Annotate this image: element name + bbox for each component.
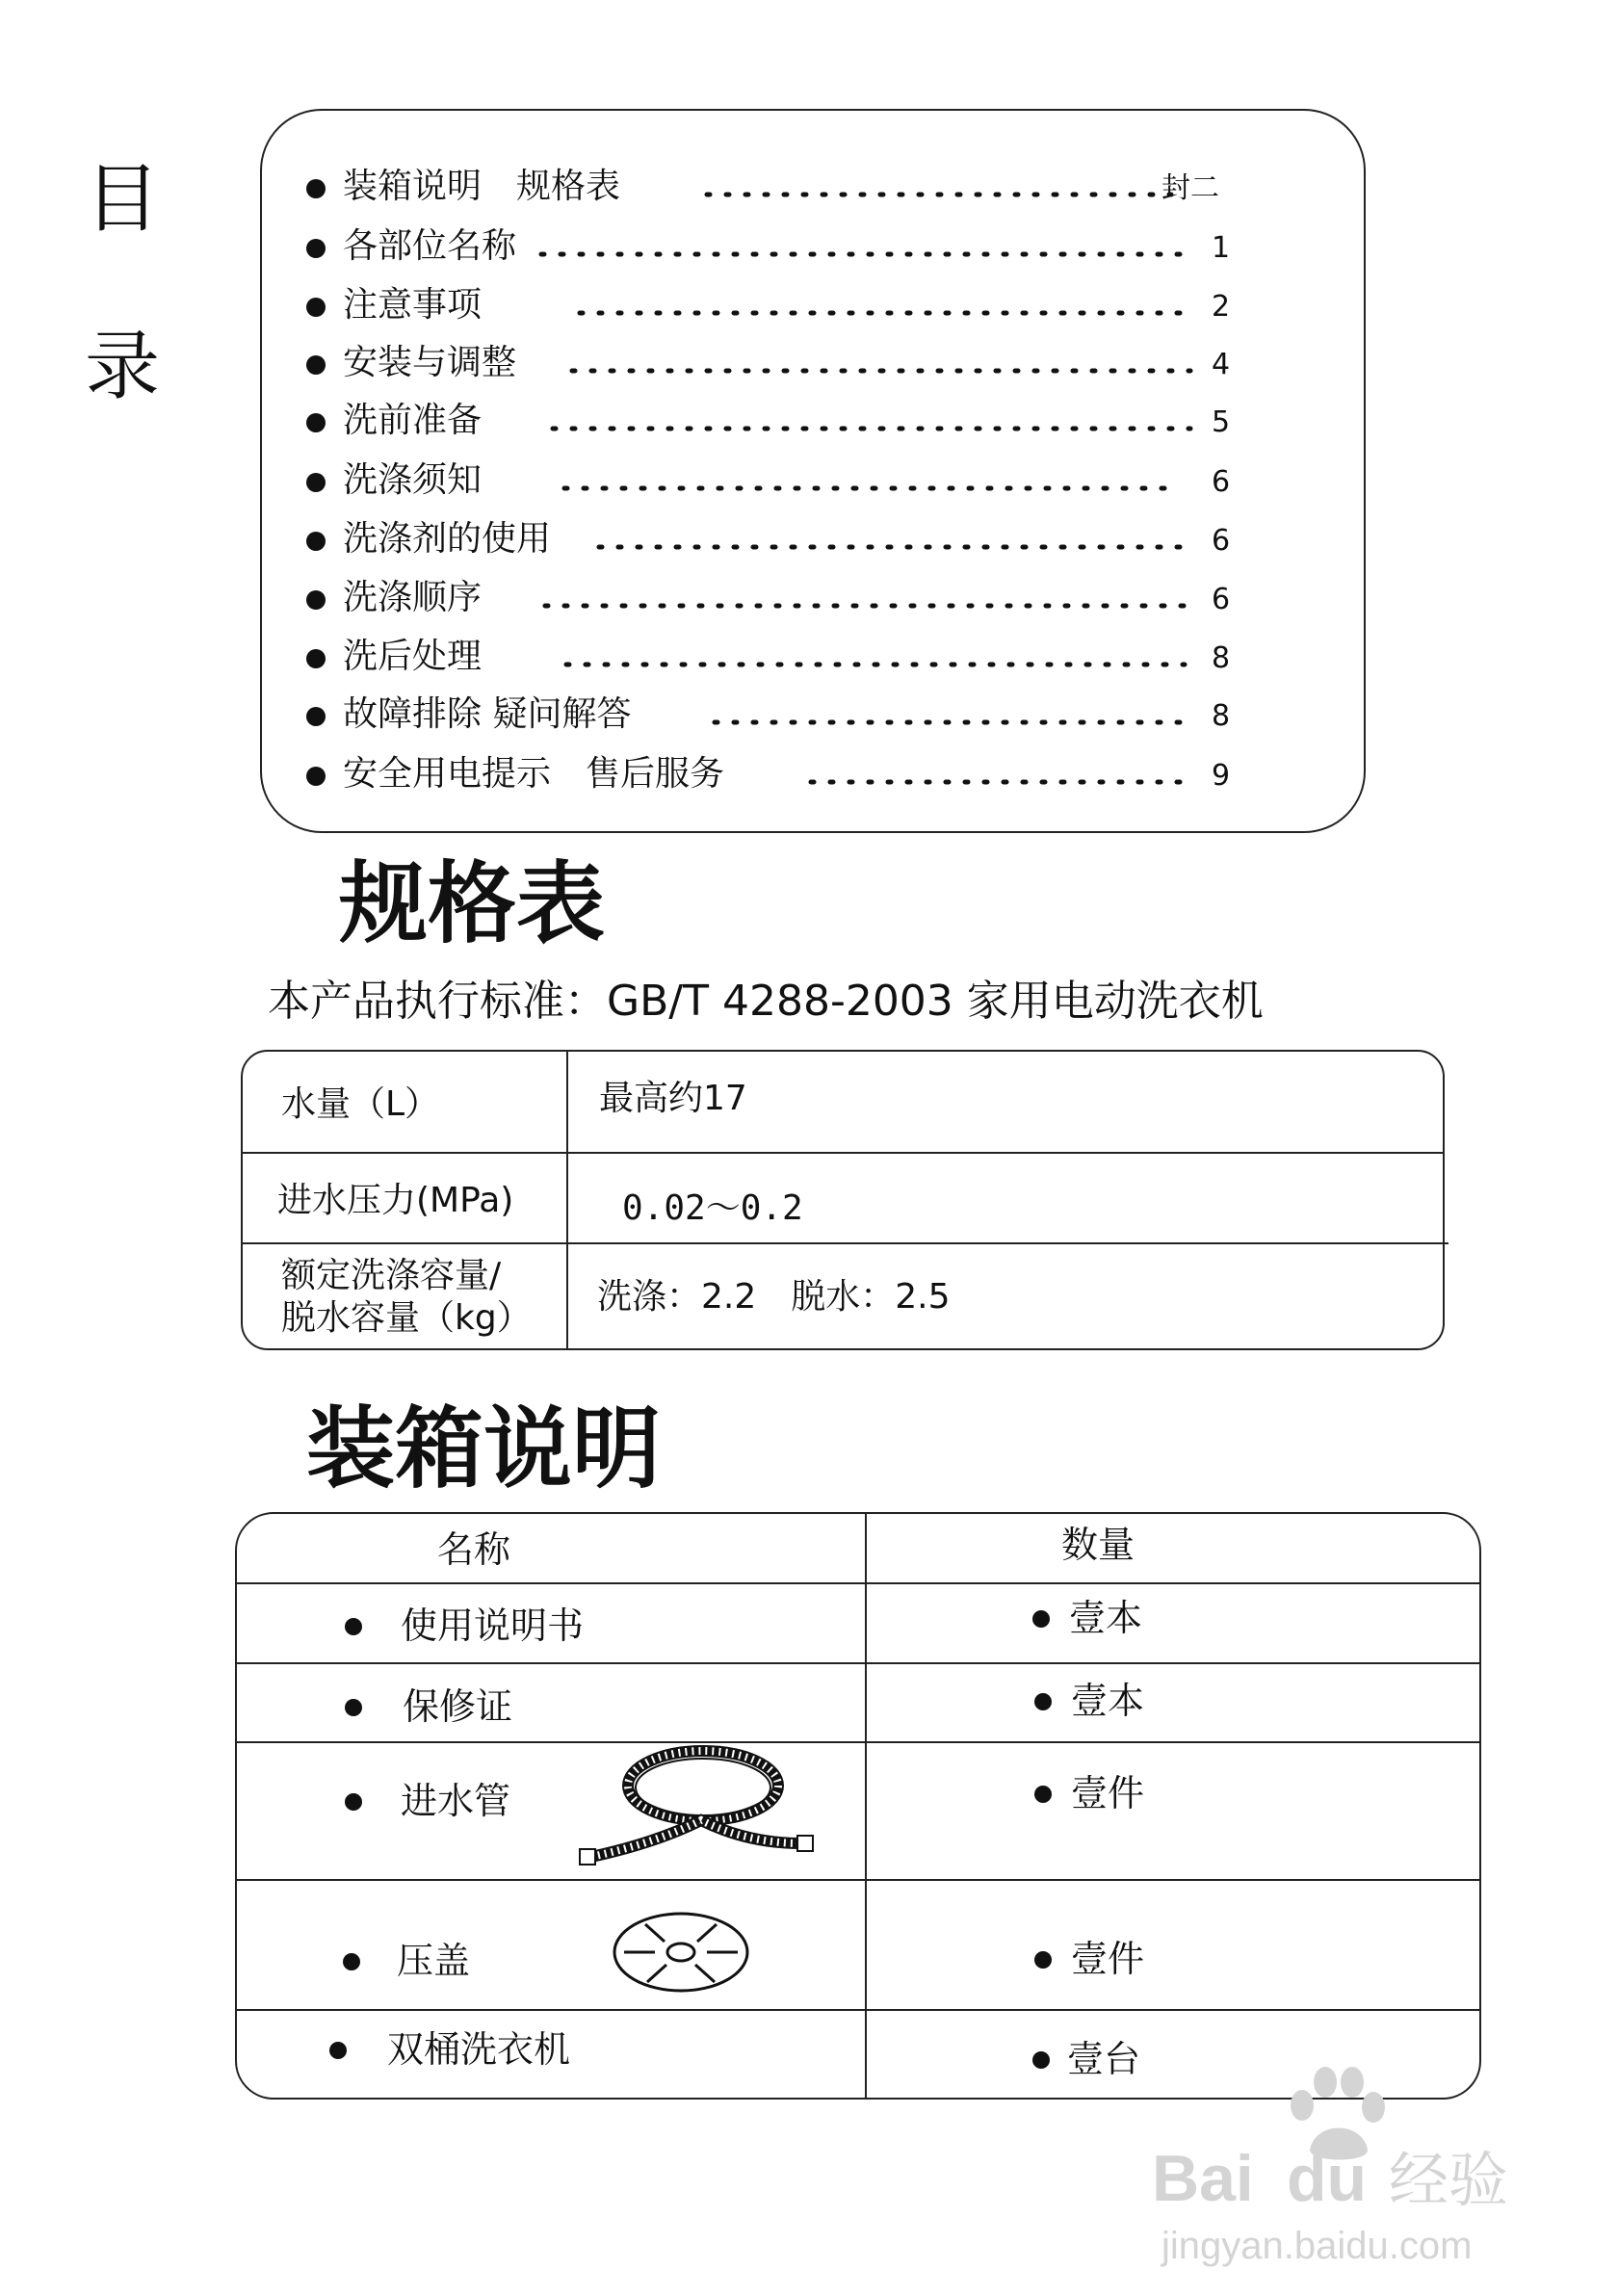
toc-item-page: 4 <box>1212 348 1231 381</box>
toc-item-page: 8 <box>1212 641 1231 675</box>
bullet-icon <box>329 2042 347 2059</box>
pack-header-name: 名称 <box>437 1528 511 1571</box>
watermark-brand-bai: Bai <box>1152 2142 1254 2215</box>
spec-title: 规格表 <box>339 852 606 955</box>
spec-value-capacity: 洗涤：2.2 脱水：2.5 <box>597 1277 951 1317</box>
toc-item-label: 注意事项 <box>343 285 483 325</box>
spec-value-pressure: 0.02～0.2 <box>622 1188 803 1228</box>
toc-item-page: 2 <box>1212 290 1231 324</box>
toc-item[interactable] <box>306 575 1240 623</box>
pack-item-qty: 壹台 <box>1067 2038 1141 2080</box>
bullet-icon <box>345 1699 362 1716</box>
bullet-icon <box>1032 1610 1050 1628</box>
bullet-icon <box>306 413 326 432</box>
watermark-brand-du: du <box>1287 2142 1368 2215</box>
toc-item-page: 1 <box>1212 231 1231 265</box>
toc-item[interactable] <box>306 340 1240 388</box>
watermark-brand-jingyan: 经验 <box>1389 2145 1509 2215</box>
spec-standard: 本产品执行标准：GB/T 4288-2003 家用电动洗衣机 <box>268 977 1264 1026</box>
toc-heading-char-2: 录 <box>85 324 161 410</box>
toc-item-label: 洗前准备 <box>343 401 483 440</box>
dot-leader <box>807 759 1192 788</box>
bullet-icon <box>306 707 326 726</box>
bullet-icon <box>1034 1786 1052 1803</box>
toc-heading <box>85 156 162 422</box>
toc-item[interactable] <box>306 164 1240 212</box>
toc-item-label: 洗涤顺序 <box>343 578 483 617</box>
dot-leader <box>541 583 1196 612</box>
toc-item-page: 封二 <box>1161 171 1219 205</box>
bullet-icon <box>306 298 326 317</box>
dot-leader <box>549 405 1194 434</box>
pack-column-divider <box>865 1512 867 2100</box>
toc-item-label: 装箱说明 规格表 <box>343 167 621 206</box>
toc-item[interactable] <box>306 398 1240 446</box>
bullet-icon <box>306 590 326 610</box>
pack-row-divider <box>235 1662 1481 1664</box>
hose-icon <box>578 1743 819 1868</box>
spec-label-water: 水量（L） <box>281 1084 440 1124</box>
bullet-icon <box>1032 2051 1050 2069</box>
bullet-icon <box>306 649 326 668</box>
bullet-icon <box>1034 1951 1052 1969</box>
spec-column-divider <box>566 1050 568 1350</box>
spec-label-capacity-2: 脱水容量（kg） <box>281 1298 532 1338</box>
dot-leader <box>595 524 1192 553</box>
bullet-icon <box>306 532 326 551</box>
pack-item-name: 进水管 <box>401 1780 511 1822</box>
spec-row-divider <box>241 1242 1448 1244</box>
toc-item[interactable] <box>306 223 1240 272</box>
dot-leader <box>561 465 1177 494</box>
dot-leader <box>703 171 1175 200</box>
pack-title: 装箱说明 <box>306 1397 662 1500</box>
watermark-logo <box>1152 2061 1527 2283</box>
bullet-icon <box>306 179 326 198</box>
toc-item-label: 各部位名称 <box>343 226 517 266</box>
pack-item-name: 压盖 <box>397 1940 471 1982</box>
watermark-url: jingyan.baidu.com <box>1161 2225 1473 2267</box>
pack-item-name: 保修证 <box>403 1685 513 1728</box>
dot-leader <box>576 290 1192 319</box>
dot-leader <box>562 641 1188 670</box>
spec-value-water: 最高约17 <box>599 1079 747 1118</box>
pack-item-name: 双桶洗衣机 <box>387 2028 571 2071</box>
bullet-icon <box>343 1953 360 1970</box>
pressure-cover-icon <box>611 1909 751 1996</box>
pack-header-qty: 数量 <box>1061 1524 1135 1566</box>
toc-item-page: 9 <box>1212 759 1231 793</box>
pack-row-divider <box>235 2009 1481 2011</box>
pack-item-qty: 壹本 <box>1069 1597 1143 1639</box>
bullet-icon <box>306 355 326 375</box>
pack-item-qty: 壹件 <box>1071 1772 1145 1814</box>
bullet-icon <box>306 473 326 492</box>
toc-item-label: 洗涤剂的使用 <box>343 519 552 559</box>
toc-item[interactable] <box>306 691 1240 740</box>
toc-item-label: 故障排除 疑问解答 <box>343 694 632 734</box>
toc-item-label: 安装与调整 <box>343 343 517 382</box>
toc-item[interactable] <box>306 516 1240 564</box>
toc-item-page: 5 <box>1212 405 1231 439</box>
toc-item-label: 安全用电提示 售后服务 <box>343 754 725 794</box>
spec-row-divider <box>241 1152 1445 1154</box>
toc-item-label: 洗后处理 <box>343 637 483 676</box>
toc-heading-char-1: 目 <box>85 156 161 243</box>
pack-item-qty: 壹本 <box>1071 1680 1145 1722</box>
pack-row-divider <box>235 1741 1481 1743</box>
toc-item[interactable] <box>306 457 1240 506</box>
bullet-icon <box>345 1618 362 1635</box>
spec-label-pressure: 进水压力(MPa) <box>277 1181 514 1220</box>
toc-item[interactable] <box>306 634 1240 682</box>
toc-item[interactable] <box>306 751 1240 799</box>
toc-item-page: 8 <box>1212 699 1231 733</box>
bullet-icon <box>306 767 326 786</box>
toc-item-page: 6 <box>1212 465 1231 499</box>
toc-item-label: 洗涤须知 <box>343 460 483 500</box>
pack-row-divider <box>235 1879 1481 1881</box>
pack-item-name: 使用说明书 <box>401 1605 585 1647</box>
dot-leader <box>711 699 1192 728</box>
dot-leader <box>537 231 1192 260</box>
toc-item[interactable] <box>306 282 1240 330</box>
bullet-icon <box>345 1793 362 1811</box>
toc-item-page: 6 <box>1212 524 1231 558</box>
dot-leader <box>568 348 1194 377</box>
pack-row-divider <box>235 1582 1481 1584</box>
toc-item-page: 6 <box>1212 583 1231 616</box>
bullet-icon <box>1034 1693 1052 1710</box>
spec-label-capacity-1: 额定洗涤容量/ <box>281 1256 502 1295</box>
bullet-icon <box>306 239 326 258</box>
pack-item-qty: 壹件 <box>1071 1938 1145 1980</box>
